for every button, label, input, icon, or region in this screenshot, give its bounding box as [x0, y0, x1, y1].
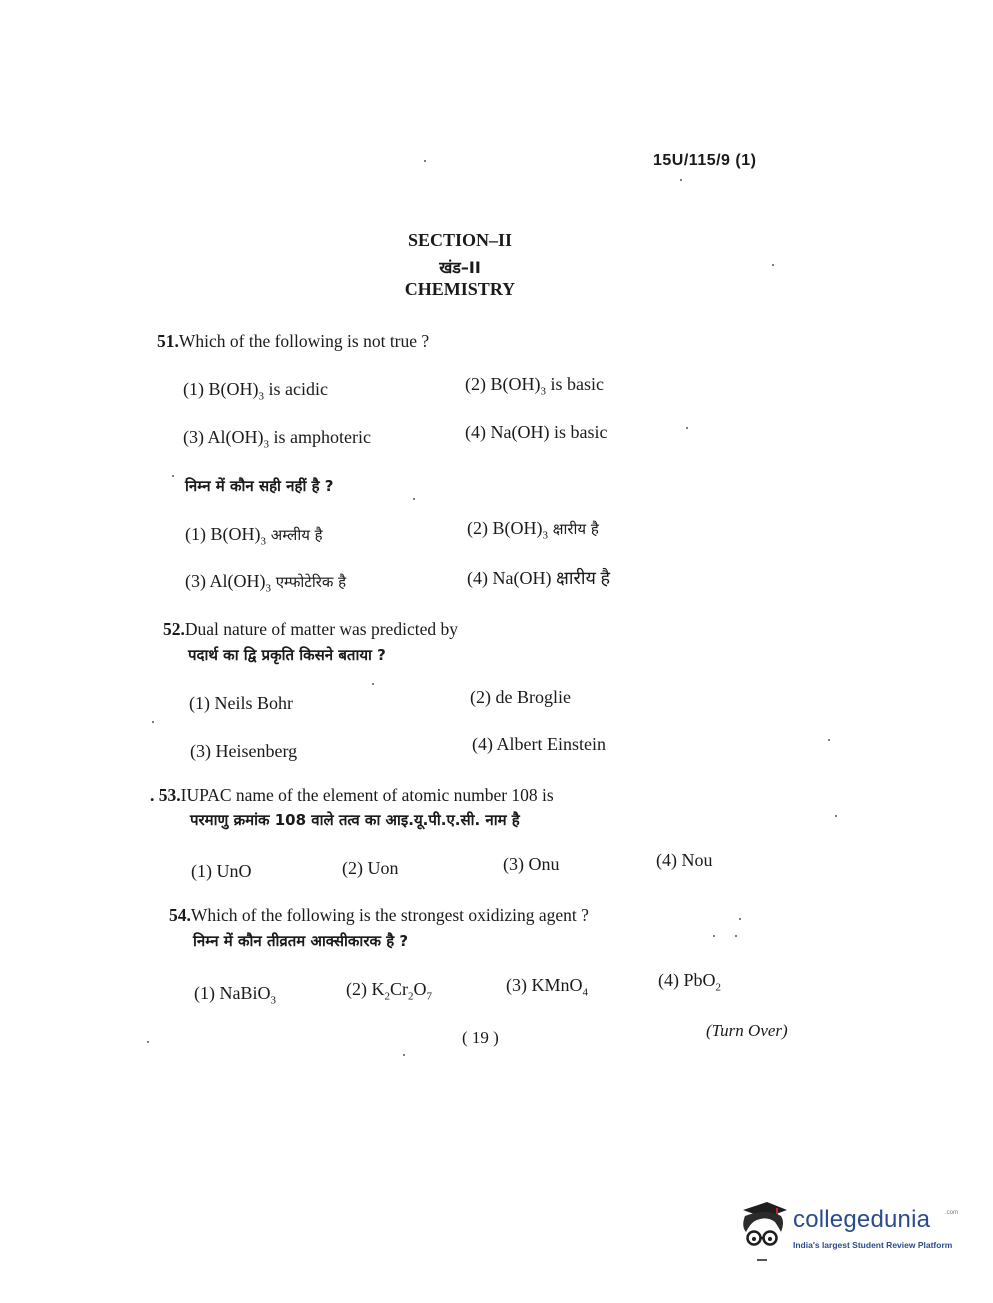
question-number: 52. [163, 619, 185, 639]
paper-code: 15U/115/9 (1) [653, 152, 757, 169]
q51-hindi-option-3: (3) $Al(OH)_3$ एम्फोटेरिक है [185, 571, 347, 595]
subject-title: CHEMISTRY [404, 279, 516, 299]
brand-name: collegedunia [793, 1206, 931, 1233]
turn-over-label: (Turn Over) [706, 1021, 788, 1040]
question-52-hindi: पदार्थ का द्वि प्रकृति किसने बताया ? [188, 646, 386, 664]
question-text: Which of the following is the strongest oxidizing agent ? [190, 905, 589, 925]
q54-option-2: (2) $K_2Cr_2O_7$ [346, 979, 432, 1003]
q51-hindi-option-2: (2) $B(OH)_3$ क्षारीय है [467, 518, 599, 542]
q52-option-4: (4) Albert Einstein [472, 734, 606, 754]
question-54-hindi: निम्न में कौन तीव्रतम आक्सीकारक है ? [193, 932, 409, 950]
page-number: ( 19 ) [462, 1028, 499, 1047]
q54-option-1: (1) NaBiO$_3$ [194, 983, 276, 1007]
q52-option-3: (3) Heisenberg [190, 741, 298, 761]
student-mascot-icon [737, 1196, 793, 1266]
q51-option-3: (3) $Al(OH)_3$ is amphoteric [183, 427, 371, 451]
question-53-hindi: परमाणु क्रमांक 108 वाले तत्व का आइ.यू.पी.ए.सी. नाम है [190, 811, 520, 829]
question-53: . 53.IUPAC name of the element of atomic number 108 is [150, 785, 554, 805]
section-title-hindi: खंड–II [439, 258, 481, 277]
q54-option-3: (3) KMnO$_4$ [506, 975, 588, 999]
q51-option-2: (2) $B(OH)_3$ is basic [465, 374, 604, 398]
q51-hindi-option-1: (1) $B(OH)_3$ अम्लीय है [185, 524, 323, 548]
section-title: SECTION–II [407, 230, 513, 250]
q51-option-1: (1) $B(OH)_3$ is acidic [183, 379, 328, 403]
q52-option-2: (2) de Broglie [470, 687, 571, 707]
question-text: Dual nature of matter was predicted by [184, 619, 458, 639]
question-number: 53. [158, 785, 181, 805]
question-text: Which of the following is not true ? [178, 331, 430, 351]
q51-hindi-option-4: (4) Na(OH) क्षारीय है [467, 568, 611, 588]
q52-option-1: (1) Neils Bohr [189, 693, 293, 713]
question-text: IUPAC name of the element of atomic number 108 is [180, 785, 554, 805]
question-52 [163, 619, 458, 640]
question-number: 51. [157, 331, 179, 351]
q53-option-4: (4) Nou [656, 850, 713, 870]
question-number: 54. [169, 905, 191, 925]
question-51-hindi: निम्न में कौन सही नहीं है ? [185, 477, 334, 495]
q53-option-3: (3) Onu [503, 854, 560, 874]
brand-domain: .com [945, 1210, 959, 1216]
q54-option-4: (4) PbO$_2$ [658, 970, 721, 994]
q51-option-4: (4) Na(OH) is basic [465, 422, 608, 442]
question-54 [169, 905, 589, 926]
brand-tagline: India's largest Student Review Platform [793, 1240, 953, 1250]
q53-option-1: (1) UnO [191, 861, 252, 881]
q53-option-2: (2) Uon [342, 858, 399, 878]
question-51 [157, 331, 429, 352]
collegedunia-watermark [737, 1196, 962, 1266]
